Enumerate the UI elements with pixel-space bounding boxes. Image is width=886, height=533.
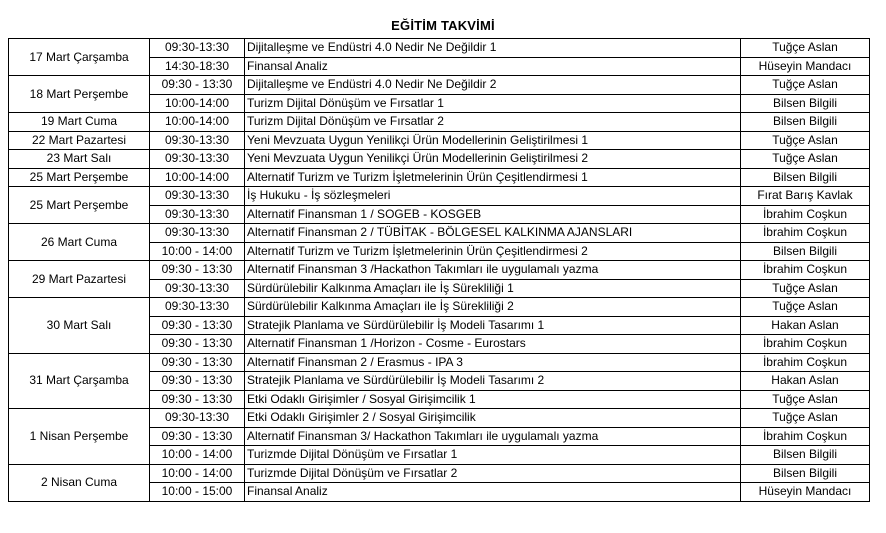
table-row	[9, 76, 870, 95]
time-cell: 10:00 - 14:00	[150, 242, 245, 261]
topic-cell: İş Hukuku - İş sözleşmeleri	[245, 187, 741, 206]
time-cell: 14:30-18:30	[150, 57, 245, 76]
time-cell: 09:30 - 13:30	[150, 76, 245, 95]
time-cell: 09:30 - 13:30	[150, 372, 245, 391]
table-row	[9, 187, 870, 206]
topic-cell: Finansal Analiz	[245, 57, 741, 76]
table-row	[9, 39, 870, 58]
trainer-cell: İbrahim Coşkun	[741, 205, 870, 224]
date-cell: 25 Mart Perşembe	[9, 187, 150, 224]
topic-cell: Etki Odaklı Girişimler / Sosyal Girişimcilik 1	[245, 390, 741, 409]
date-cell: 23 Mart Salı	[9, 150, 150, 169]
date-cell: 2 Nisan Cuma	[9, 464, 150, 501]
date-cell: 29 Mart Pazartesi	[9, 261, 150, 298]
topic-cell: Yeni Mevzuata Uygun Yenilikçi Ürün Modellerinin Geliştirilmesi 1	[245, 131, 741, 150]
time-cell: 10:00 - 14:00	[150, 464, 245, 483]
time-cell: 09:30-13:30	[150, 39, 245, 58]
date-cell: 26 Mart Cuma	[9, 224, 150, 261]
table-row	[9, 353, 870, 372]
time-cell: 09:30-13:30	[150, 409, 245, 428]
trainer-cell: Fırat Barış Kavlak	[741, 187, 870, 206]
table-row	[9, 168, 870, 187]
trainer-cell: Bilsen Bilgili	[741, 446, 870, 465]
topic-cell: Turizmde Dijital Dönüşüm ve Fırsatlar 2	[245, 464, 741, 483]
topic-cell: Sürdürülebilir Kalkınma Amaçları ile İş Sürekliliği 2	[245, 298, 741, 317]
trainer-cell: Bilsen Bilgili	[741, 464, 870, 483]
topic-cell: Alternatif Finansman 3/ Hackathon Takımları ile uygulamalı yazma	[245, 427, 741, 446]
page-title: EĞİTİM TAKVİMİ	[391, 18, 495, 33]
table-row	[9, 261, 870, 280]
date-cell: 22 Mart Pazartesi	[9, 131, 150, 150]
time-cell: 09:30 - 13:30	[150, 261, 245, 280]
trainer-cell: Hakan Aslan	[741, 316, 870, 335]
trainer-cell: Hakan Aslan	[741, 372, 870, 391]
topic-cell: Alternatif Finansman 2 / Erasmus - IPA 3	[245, 353, 741, 372]
time-cell: 10:00 - 14:00	[150, 446, 245, 465]
trainer-cell: Tuğçe Aslan	[741, 409, 870, 428]
trainer-cell: Bilsen Bilgili	[741, 94, 870, 113]
trainer-cell: Tuğçe Aslan	[741, 390, 870, 409]
time-cell: 10:00-14:00	[150, 94, 245, 113]
topic-cell: Alternatif Finansman 2 / TÜBİTAK - BÖLGESEL KALKINMA AJANSLARI	[245, 224, 741, 243]
date-cell: 30 Mart Salı	[9, 298, 150, 354]
table-row	[9, 464, 870, 483]
schedule-body	[9, 39, 870, 502]
trainer-cell: Tuğçe Aslan	[741, 76, 870, 95]
trainer-cell: İbrahim Coşkun	[741, 335, 870, 354]
topic-cell: Stratejik Planlama ve Sürdürülebilir İş Modeli Tasarımı 1	[245, 316, 741, 335]
trainer-cell: Tuğçe Aslan	[741, 39, 870, 58]
trainer-cell: Tuğçe Aslan	[741, 150, 870, 169]
trainer-cell: Tuğçe Aslan	[741, 131, 870, 150]
time-cell: 09:30 - 13:30	[150, 316, 245, 335]
topic-cell: Alternatif Finansman 3 /Hackathon Takımları ile uygulamalı yazma	[245, 261, 741, 280]
date-cell: 19 Mart Cuma	[9, 113, 150, 132]
trainer-cell: İbrahim Coşkun	[741, 261, 870, 280]
schedule-table	[8, 38, 870, 502]
time-cell: 09:30 - 13:30	[150, 353, 245, 372]
topic-cell: Turizm Dijital Dönüşüm ve Fırsatlar 2	[245, 113, 741, 132]
topic-cell: Dijitalleşme ve Endüstri 4.0 Nedir Ne Değildir 1	[245, 39, 741, 58]
time-cell: 10:00-14:00	[150, 113, 245, 132]
date-cell: 18 Mart Perşembe	[9, 76, 150, 113]
trainer-cell: Hüseyin Mandacı	[741, 57, 870, 76]
topic-cell: Etki Odaklı Girişimler 2 / Sosyal Girişimcilik	[245, 409, 741, 428]
time-cell: 10:00 - 15:00	[150, 483, 245, 502]
topic-cell: Alternatif Finansman 1 /Horizon - Cosme - Eurostars	[245, 335, 741, 354]
time-cell: 10:00-14:00	[150, 168, 245, 187]
trainer-cell: Hüseyin Mandacı	[741, 483, 870, 502]
trainer-cell: İbrahim Coşkun	[741, 224, 870, 243]
topic-cell: Alternatif Finansman 1 / SOGEB - KOSGEB	[245, 205, 741, 224]
table-row	[9, 113, 870, 132]
date-cell: 31 Mart Çarşamba	[9, 353, 150, 409]
trainer-cell: Bilsen Bilgili	[741, 113, 870, 132]
topic-cell: Alternatif Turizm ve Turizm İşletmelerinin Ürün Çeşitlendirmesi 2	[245, 242, 741, 261]
trainer-cell: Bilsen Bilgili	[741, 168, 870, 187]
topic-cell: Alternatif Turizm ve Turizm İşletmelerinin Ürün Çeşitlendirmesi 1	[245, 168, 741, 187]
time-cell: 09:30-13:30	[150, 205, 245, 224]
trainer-cell: Tuğçe Aslan	[741, 279, 870, 298]
time-cell: 09:30-13:30	[150, 187, 245, 206]
topic-cell: Finansal Analiz	[245, 483, 741, 502]
topic-cell: Turizm Dijital Dönüşüm ve Fırsatlar 1	[245, 94, 741, 113]
trainer-cell: Tuğçe Aslan	[741, 298, 870, 317]
table-row	[9, 298, 870, 317]
time-cell: 09:30-13:30	[150, 298, 245, 317]
time-cell: 09:30-13:30	[150, 150, 245, 169]
time-cell: 09:30 - 13:30	[150, 427, 245, 446]
time-cell: 09:30-13:30	[150, 279, 245, 298]
time-cell: 09:30-13:30	[150, 224, 245, 243]
table-row	[9, 150, 870, 169]
trainer-cell: İbrahim Coşkun	[741, 427, 870, 446]
date-cell: 17 Mart Çarşamba	[9, 39, 150, 76]
date-cell: 1 Nisan Perşembe	[9, 409, 150, 465]
trainer-cell: Bilsen Bilgili	[741, 242, 870, 261]
date-cell: 25 Mart Perşembe	[9, 168, 150, 187]
topic-cell: Turizmde Dijital Dönüşüm ve Fırsatlar 1	[245, 446, 741, 465]
topic-cell: Dijitalleşme ve Endüstri 4.0 Nedir Ne Değildir 2	[245, 76, 741, 95]
topic-cell: Yeni Mevzuata Uygun Yenilikçi Ürün Modellerinin Geliştirilmesi 2	[245, 150, 741, 169]
time-cell: 09:30 - 13:30	[150, 390, 245, 409]
time-cell: 09:30-13:30	[150, 131, 245, 150]
table-row	[9, 409, 870, 428]
topic-cell: Stratejik Planlama ve Sürdürülebilir İş Modeli Tasarımı 2	[245, 372, 741, 391]
trainer-cell: İbrahim Coşkun	[741, 353, 870, 372]
table-row	[9, 224, 870, 243]
time-cell: 09:30 - 13:30	[150, 335, 245, 354]
topic-cell: Sürdürülebilir Kalkınma Amaçları ile İş Sürekliliği 1	[245, 279, 741, 298]
table-row	[9, 131, 870, 150]
